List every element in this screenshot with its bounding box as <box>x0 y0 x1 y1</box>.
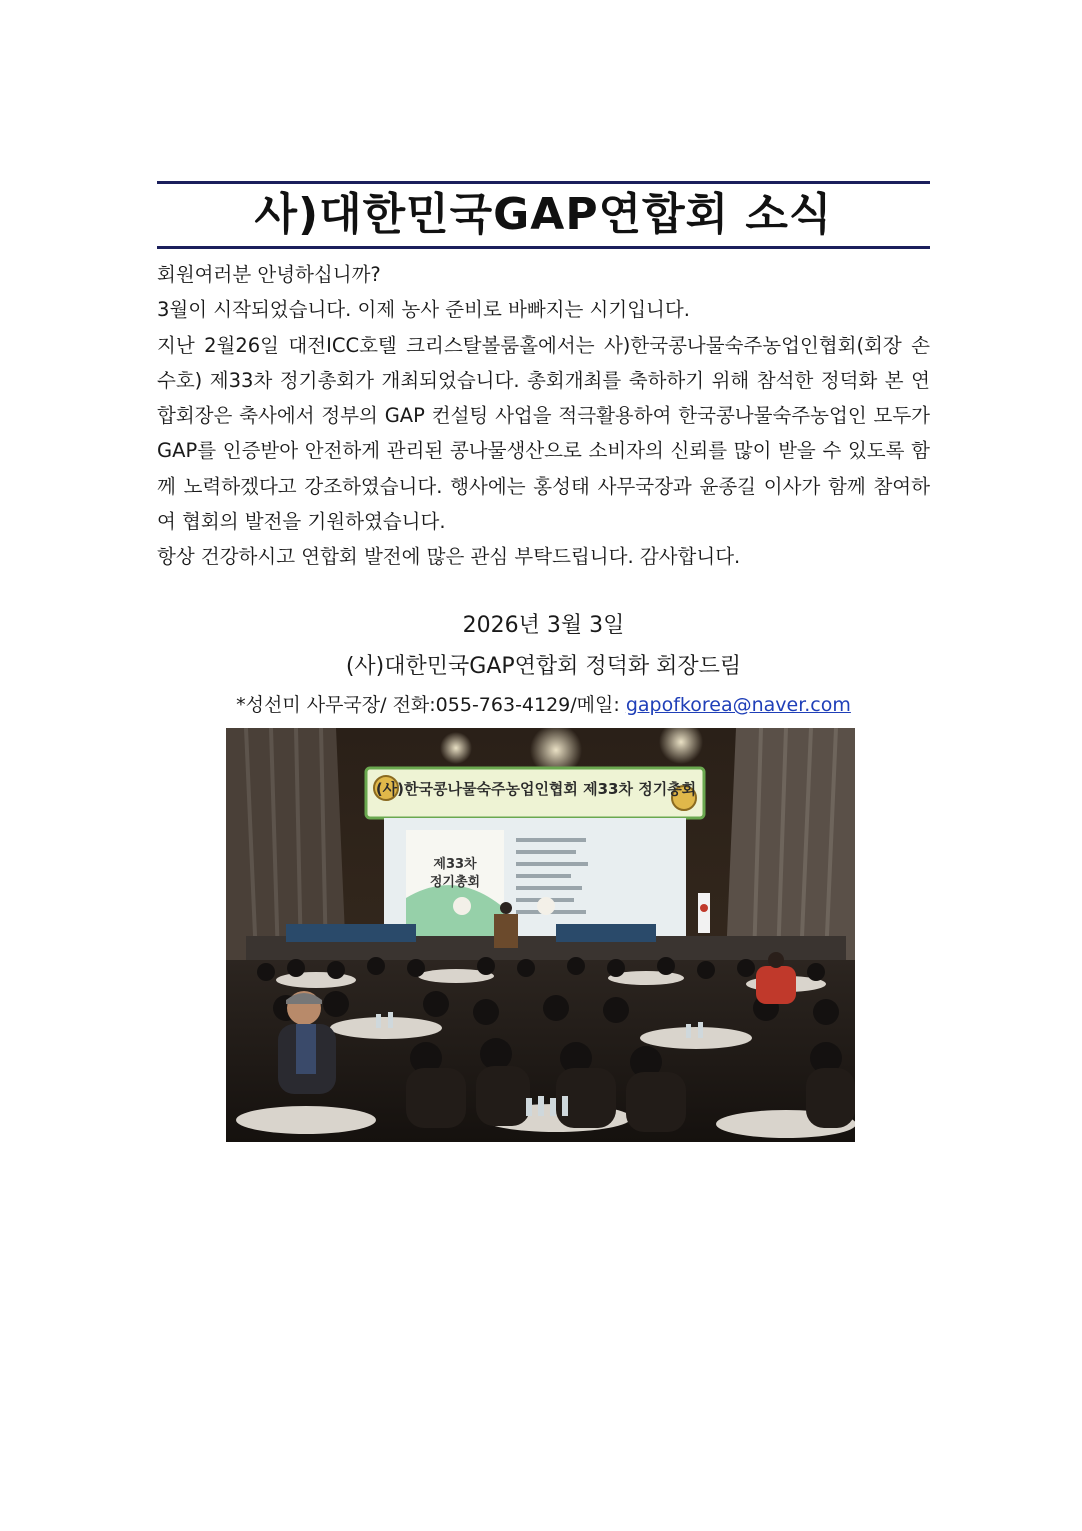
closing-paragraph: 항상 건강하시고 연합회 발전에 많은 관심 부탁드립니다. 감사합니다. <box>157 545 741 569</box>
banner-text: (사)한국콩나물숙주농업인협회 제33차 정기총회 <box>375 780 697 798</box>
podium <box>494 914 518 948</box>
main-paragraph: 지난 2월26일 대전ICC호텔 크리스탈볼룸홀에서는 사)한국콩나물숙주농업인협회(회장 손수호) 제33차 정기총회가 개최되었습니다. 총회개최를 축하하기 위해 참석한 정덕화 본 연합회장은 축사에서 정부의 GAP 컨설팅 사업을 적극활용하여 한국콩나물숙주농업인 모두가 GAP를 인증받아 안전하게 관리된 콩나물생산으로 소비자의 신뢰를 많이 받을 수 있도록 함께 노력하겠다고 강조하였습니다. 행사에는 홍성태 사무국장과 윤종길 이사가 함께 참여하여 협회의 발전을 기원하였습니다. <box>157 333 930 534</box>
head-table-left <box>286 924 416 942</box>
letter-body <box>157 257 930 575</box>
contact-info: *성선미 사무국장/ 전화:055-763-4129/메일: <box>236 694 626 716</box>
event-photo <box>226 728 855 1142</box>
greeting-paragraph: 회원여러분 안녕하십니까? <box>157 263 381 286</box>
event-photo-illustration <box>226 728 855 1142</box>
screen-title-line2: 정기총회 <box>429 875 481 890</box>
title-bottom-rule <box>157 246 930 249</box>
head-table-right <box>556 924 656 942</box>
letter-signature: (사)대한민국GAP연합회 정덕화 회장드림 <box>345 654 742 679</box>
flag <box>698 893 710 933</box>
title-top-rule <box>157 181 930 184</box>
letter-date: 2026년 3월 3일 <box>462 613 625 638</box>
contact-line <box>157 690 930 720</box>
email-link[interactable]: gapofkorea@naver.com <box>625 694 851 716</box>
screen-title-line1: 제33차 <box>433 857 477 872</box>
intro-paragraph: 3월이 시작되었습니다. 이제 농사 준비로 바빠지는 시기입니다. <box>157 298 690 322</box>
page-title: 사)대한민국GAP연합회 소식 <box>254 189 833 240</box>
